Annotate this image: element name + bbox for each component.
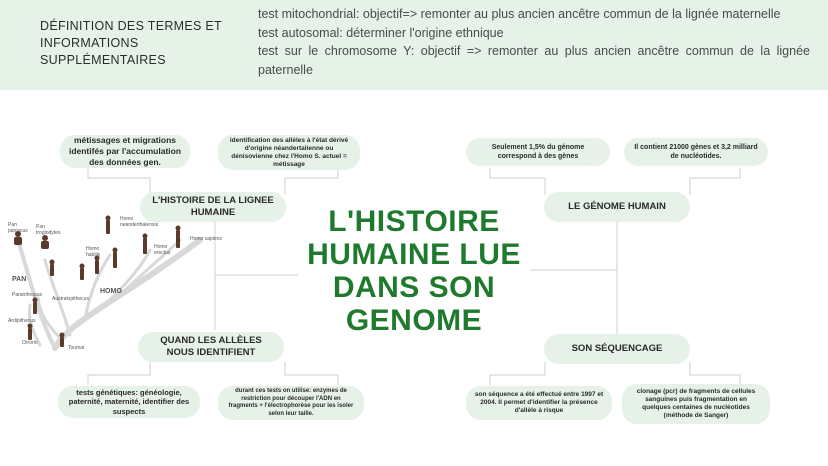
definition-line-autosomal: test autosomal: déterminer l'origine ethnique xyxy=(258,25,504,40)
note-pourcentage-genes: Seulement 1,5% du génome correspond à des gènes xyxy=(466,138,610,166)
note-enzymes-restriction: durant ces tests on utilise: enzymes de restriction pour découper l'ADN en fragments + l'électrophorèse pour les isoler selon leur taille. xyxy=(218,386,364,420)
tree-label-pan: PAN xyxy=(12,276,27,283)
note-metissages: métissages et migrations identifés par l'accumulation des données gen. xyxy=(60,135,190,168)
definitions-title: DÉFINITION DES TERMES ET INFORMATIONS SUPPLÉMENTAIRES xyxy=(40,19,222,67)
note-identification-alleles: identification des allèles à l'état dérivé d'origine néandertalienne ou dénisovienne chez l'Homo S. actuel = métissage xyxy=(218,135,360,170)
tree-species-label: Paranthropus xyxy=(12,292,43,298)
tree-species-label: Ardipithecus xyxy=(8,318,36,324)
tree-species-label: Homo erectus xyxy=(154,244,171,256)
central-title: L'HISTOIRE HUMAINE LUE DANS SON GENOME xyxy=(307,205,521,337)
note-sequence-dates: son séquence a été effectué entre 1997 et 2004. Il permet d'identifier la présence d'allèle à risque xyxy=(466,386,612,420)
branch-histoire-lignee: L'HISTOIRE DE LA LIGNEE HUMAINE xyxy=(140,192,286,222)
definition-line-mito: test mitochondrial: objectif=> remonter au plus ancien ancêtre commun de la lignée maternelle xyxy=(258,7,781,21)
branch-genome-humain: LE GÉNOME HUMAIN xyxy=(544,192,690,222)
definition-line-y: test sur le chromosome Y: objectif => remonter au plus ancien ancêtre commun de la lignée paternelle xyxy=(258,44,810,77)
tree-species-label: Australopithecus xyxy=(52,296,89,302)
note-nombre-genes: Il contient 21000 gènes et 3,2 milliard de nucléotides. xyxy=(624,138,768,166)
tree-species-label: Pan troglodytes xyxy=(36,224,61,236)
tree-species-label: Homo sapiens xyxy=(190,236,222,242)
note-clonage-pcr: clonage (pcr) de fragments de cellules sanguines puis fragmentation en quelques centaines de nucléotides (méthode de Sanger) xyxy=(622,384,770,424)
tree-species-label: Homo habilis xyxy=(86,246,101,258)
branch-alleles-identifient: QUAND LES ALLÈLES NOUS IDENTIFIENT xyxy=(138,332,284,362)
tree-label-homo: HOMO xyxy=(100,288,122,295)
tree-species-label: Pan paniscus xyxy=(8,222,28,234)
tree-species-label: Orrorin xyxy=(22,340,38,346)
branch-sequencage: SON SÉQUENCAGE xyxy=(544,334,690,364)
note-tests-genetiques: tests génétiques: généologie, paternité, maternité, identifier des suspects xyxy=(58,386,200,418)
tree-species-label: Toumaï xyxy=(68,345,85,351)
tree-species-label: Homo neanderthalensis xyxy=(120,216,159,228)
